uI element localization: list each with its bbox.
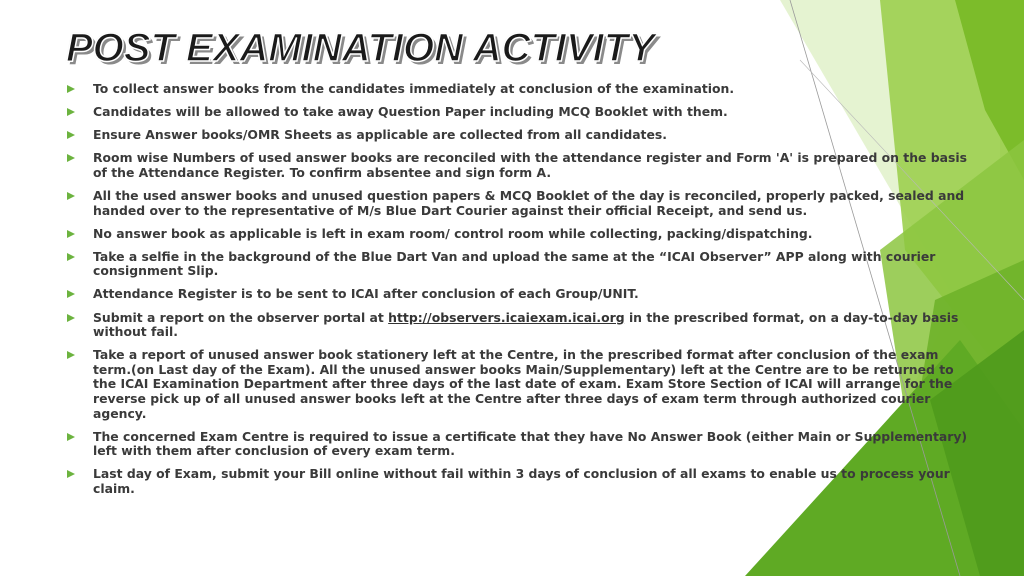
- bullet-text: Attendance Register is to be sent to ICAI after conclusion of each Group/UNIT.: [93, 286, 639, 302]
- bullet-item-1: [64, 82, 970, 97]
- bullet-text: Ensure Answer books/OMR Sheets as applicable are collected from all candidates.: [93, 127, 667, 143]
- bullet-text: Room wise Numbers of used answer books are reconciled with the attendance register and Form 'A' is prepared on the basis of the Attendance Register. To confirm absentee and sign form A.: [93, 150, 967, 180]
- bullet-text: Take a report of unused answer book stationery left at the Centre, in the prescribed format after conclusion of the exam term.(on Last day of the Exam). All the unused answer books Main/Supplementary) left at the Centre are to be returned to the ICAI Examination Department after three days of the last date of exam. Exam Store Section of ICAI will arrange for the reverse pick up of all unused answer books left at the Centre after three days of exam term through authorized courier agency.: [93, 347, 954, 421]
- bullet-item-10: [64, 348, 970, 421]
- triangle-bullet-icon: [67, 131, 75, 139]
- bullet-text: The concerned Exam Centre is required to issue a certificate that they have No Answer Book (either Main or Supplementary) left with them after conclusion of every exam term.: [93, 428, 968, 459]
- triangle-bullet-icon: [67, 470, 75, 478]
- bullet-text-after: in the prescribed format, on a day-to-day basis without fail.: [93, 309, 959, 340]
- bullet-item-5: [64, 189, 970, 218]
- bullet-item-2: [64, 105, 970, 120]
- triangle-bullet-icon: [67, 230, 75, 238]
- triangle-bullet-icon: [67, 85, 75, 93]
- observer-portal-link[interactable]: http://observers.icaiexam.icai.org: [388, 309, 625, 325]
- bullet-text: Last day of Exam, submit your Bill online without fail within 3 days of conclusion of all exams to enable us to process your claim.: [93, 466, 950, 496]
- bullet-item-6: [64, 227, 970, 242]
- bullet-item-4: [64, 151, 970, 180]
- bullet-item-8: [64, 287, 970, 302]
- triangle-bullet-icon: [67, 351, 75, 359]
- triangle-bullet-icon: [67, 290, 75, 298]
- triangle-bullet-icon: [67, 433, 75, 441]
- slide-title: POST EXAMINATION ACTIVITY: [66, 26, 655, 70]
- triangle-bullet-icon: [67, 314, 75, 322]
- bullet-item-7: [64, 250, 970, 279]
- bullet-item-9: [64, 311, 970, 340]
- bullet-item-3: [64, 128, 970, 143]
- triangle-bullet-icon: [67, 192, 75, 200]
- triangle-bullet-icon: [67, 108, 75, 116]
- bullet-text: To collect answer books from the candidates immediately at conclusion of the examination.: [93, 81, 735, 96]
- bullet-list: [64, 82, 970, 505]
- bullet-item-12: [64, 467, 970, 496]
- bullet-text-before: Submit a report on the observer portal at: [93, 309, 389, 325]
- bullet-text: No answer book as applicable is left in exam room/ control room while collecting, packing/dispatching.: [93, 225, 813, 241]
- bullet-text: Take a selfie in the background of the Blue Dart Van and upload the same at the “ICAI Observer” APP along with courier consignment Slip.: [93, 248, 936, 279]
- bullet-item-11: [64, 430, 970, 459]
- bullet-text: All the used answer books and unused question papers & MCQ Booklet of the day is reconciled, properly packed, sealed and handed over to the representative of M/s Blue Dart Courier against their official Receipt, and send us.: [93, 187, 965, 218]
- triangle-bullet-icon: [67, 154, 75, 162]
- bullet-text: Candidates will be allowed to take away Question Paper including MCQ Booklet with them.: [93, 104, 728, 120]
- triangle-bullet-icon: [67, 253, 75, 261]
